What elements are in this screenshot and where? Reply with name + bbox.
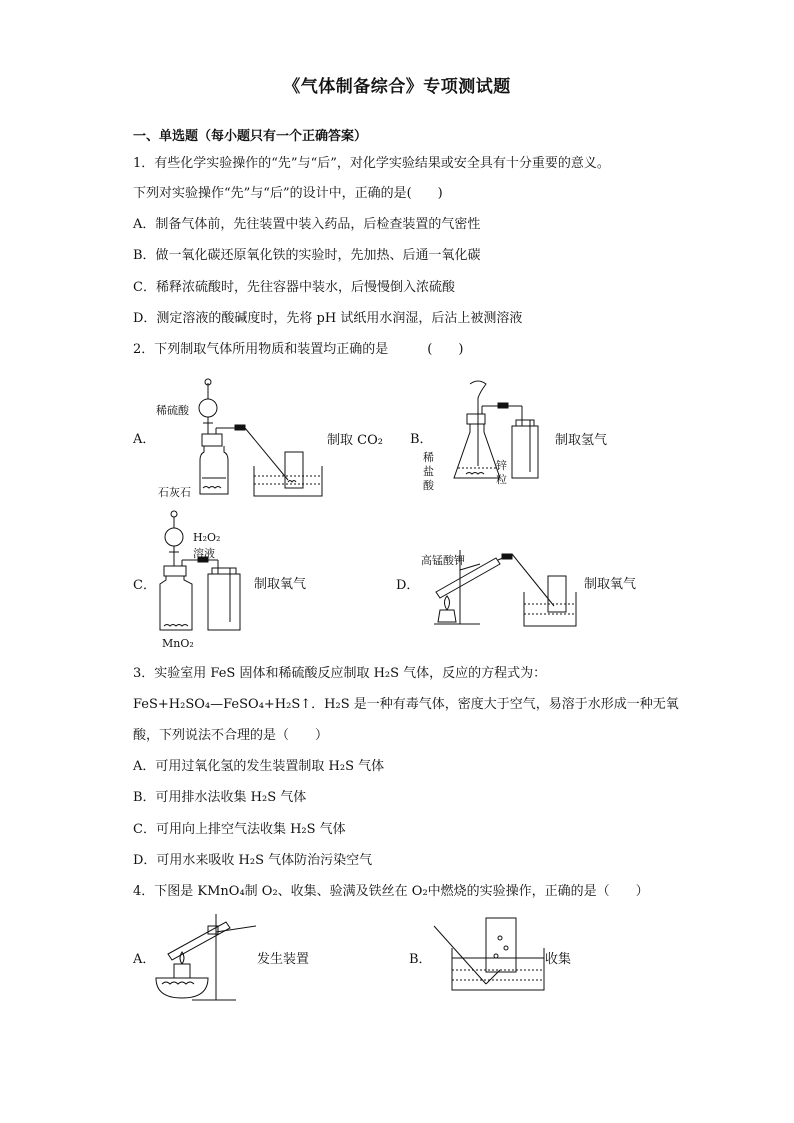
q4-stem: 4．下图是 KMnO₄制 O₂、收集、验满及铁丝在 O₂中燃烧的实验操作，正确的是（ ） [133, 884, 649, 899]
q2-a-caption: 制取 CO₂ [327, 433, 383, 448]
q2-stem: 2．下列制取气体所用物质和装置均正确的是 ( ) [133, 342, 464, 357]
q2-a-letter: A． [133, 432, 156, 447]
q1-option-b: B．做一氧化碳还原氧化铁的实验时，先加热、后通一氧化碳 [133, 248, 481, 263]
q2-b-label-5: 粒 [496, 473, 507, 486]
q4-a-apparatus-figure [152, 908, 262, 1004]
q4-a-letter: A． [133, 952, 156, 967]
q1-stem-line1: 1．有些化学实验操作的“先”与“后”，对化学实验结果或安全具有十分重要的意义。 [133, 156, 610, 171]
q3-option-c: C．可用向上排空气法收集 H₂S 气体 [133, 822, 346, 837]
q2-c-label-solution: 溶液 [193, 547, 215, 560]
q1-stem-line2: 下列对实验操作“先”与“后”的设计中，正确的是( ) [133, 186, 443, 201]
q3-option-a: A．可用过氧化氢的发生装置制取 H₂S 气体 [133, 759, 385, 774]
q2-b-letter: B． [410, 432, 433, 447]
q2-c-letter: C． [133, 578, 156, 593]
q2-a-apparatus-figure [150, 378, 325, 500]
q3-option-b: B．可用排水法收集 H₂S 气体 [133, 790, 307, 805]
q2-b-label-2: 盐 [423, 465, 434, 478]
q2-d-label-kmno4: 高锰酸钾 [421, 554, 465, 567]
q2-c-apparatus-figure [150, 510, 250, 640]
q1-option-a: A．制备气体前，先往装置中装入药品，后检查装置的气密性 [133, 217, 481, 232]
q2-d-caption: 制取氧气 [584, 577, 637, 592]
q2-b-label-3: 酸 [423, 479, 434, 492]
q2-c-label-h2o2: H₂O₂ [193, 531, 221, 544]
q4-b-caption: 收集 [545, 952, 572, 967]
q2-d-letter: D． [396, 578, 420, 593]
q2-c-caption: 制取氧气 [254, 577, 307, 592]
q2-a-label-limestone: 石灰石 [158, 486, 191, 499]
q3-stem-line1: 3．实验室用 FeS 固体和稀硫酸反应制取 H₂S 气体，反应的方程式为： [133, 666, 547, 681]
q2-a-label-acid: 稀硫酸 [156, 404, 189, 417]
section-heading: 一、单选题（每小题只有一个正确答案） [133, 129, 368, 144]
q1-option-c: C．稀释浓硫酸时，先往容器中装水，后慢慢倒入浓硫酸 [133, 280, 455, 295]
q2-b-label-4: 锌 [496, 459, 507, 472]
q1-option-d: D．测定溶液的酸碱度时，先将 pH 试纸用水润湿，后沾上被测溶液 [133, 311, 523, 326]
q4-b-letter: B． [409, 952, 432, 967]
q3-stem-line3: 酸，下列说法不合理的是（ ） [133, 728, 329, 743]
q4-a-caption: 发生装置 [257, 952, 310, 967]
q4-b-apparatus-figure [430, 914, 548, 994]
q2-b-label-1: 稀 [423, 451, 434, 464]
q3-stem-line2: FeS+H₂SO₄—FeSO₄+H₂S↑．H₂S 是一种有毒气体，密度大于空气，易溶于水形成一种无氧 [133, 697, 679, 712]
q3-option-d: D．可用水来吸收 H₂S 气体防治污染空气 [133, 853, 373, 868]
page-title: 《气体制备综合》专项测试题 [283, 77, 511, 97]
q2-c-label-mno2: MnO₂ [162, 637, 194, 650]
q2-b-caption: 制取氢气 [555, 433, 608, 448]
